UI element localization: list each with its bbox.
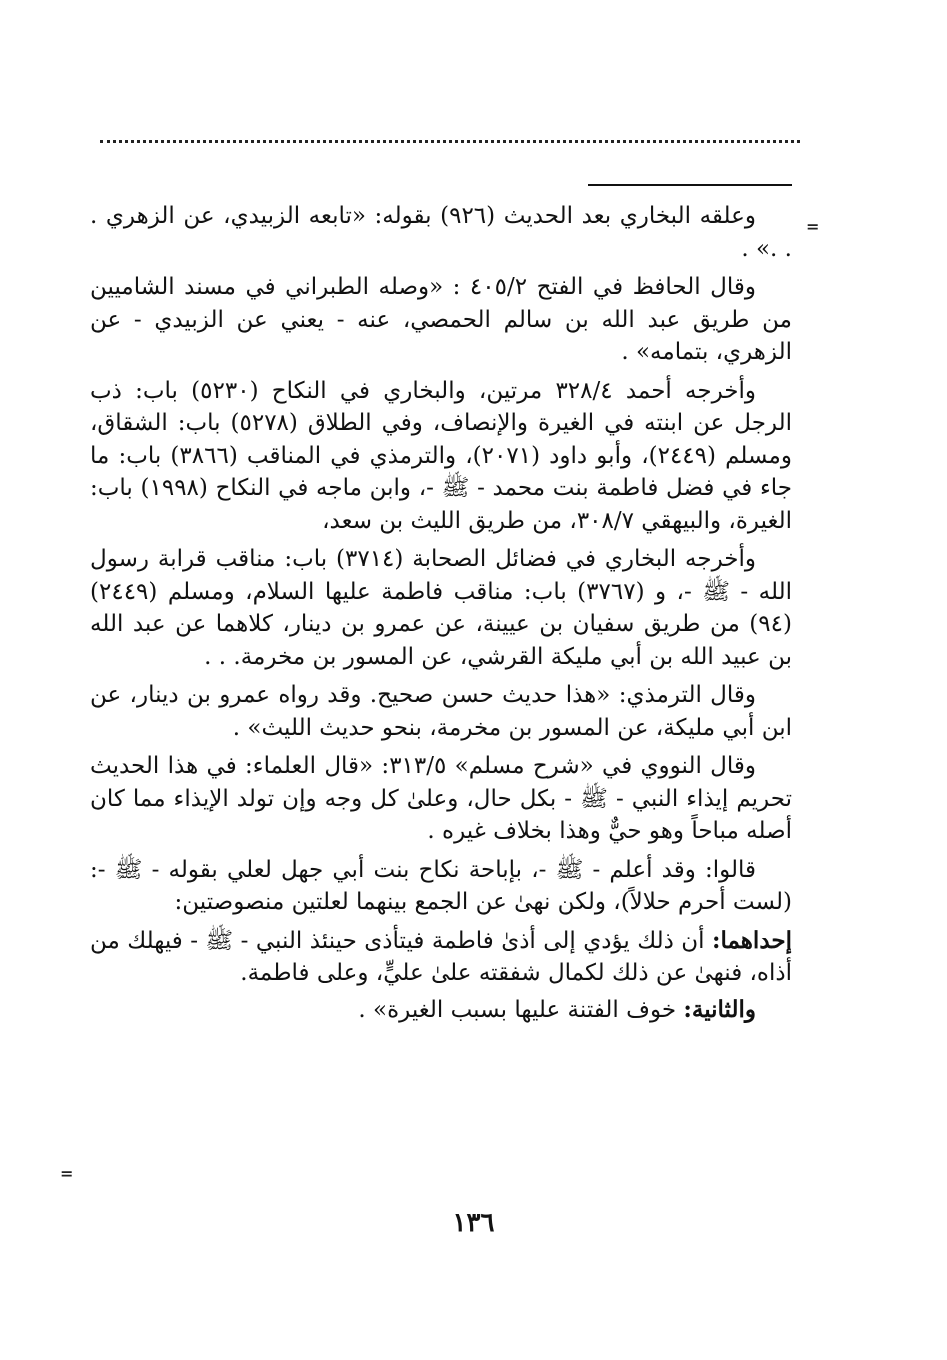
page-number: ١٣٦ xyxy=(452,1208,495,1238)
paragraph-nawawi: وقال النووي في «شرح مسلم» ٣١٣/٥: «قال العلماء: في هذا الحديث تحريم إيذاء النبي - ﷺ - بكل حال، وعلىٰ كل وجه وإن تولد الإيذاء مما كان أصله مباحاً وهو حيٌّ وهذا بخلاف غيره . xyxy=(90,753,792,844)
second-reason-text: خوف الفتنة عليها بسبب الغيرة» . xyxy=(358,996,684,1023)
second-reason-label: والثانية: xyxy=(683,995,756,1023)
paragraph-tirmidhi: وقال الترمذي: «هذا حديث حسن صحيح. وقد رواه عمرو بن دينار، عن ابن أبي مليكة، عن المسور بن مخرمة، بنحو حديث الليث» . xyxy=(90,682,792,741)
footnote-rule xyxy=(588,184,792,186)
paragraph-bukhari-fadail: وأخرجه البخاري في فضائل الصحابة (٣٧١٤) باب: مناقب قرابة رسول الله - ﷺ -، و (٣٧٦٧) باب: مناقب فاطمة عليها السلام، ومسلم (٢٤٤٩) (٩٤) من طريق سفيان بن عيينة، عن عمرو بن دينار، كلاهما عن عبد الله بن عبيد الله بن أبي مليكة القرشي، عن المسور بن مخرمة. . . xyxy=(90,546,792,670)
paragraph-qalu: قالوا: وقد أعلم - ﷺ -، بإباحة نكاح بنت أبي جهل لعلي بقوله - ﷺ -: (لست أحرم حلالاً)، ولكن نهىٰ عن الجمع بينهما لعلتين منصوصتين: xyxy=(90,856,792,915)
paragraph-hafiz-fath: وقال الحافظ في الفتح ٤٠٥/٢ : «وصله الطبراني في مسند الشاميين من طريق عبد الله بن سالم الحمصي، عنه - يعني عن الزبيدي - عن الزهري، بتمامه» . xyxy=(90,274,792,365)
paragraph-first-reason xyxy=(90,925,792,990)
paragraph-second-reason xyxy=(90,994,792,1027)
first-reason-text: أن ذلك يؤدي إلى أذىٰ فاطمة فيتأذى حينئذ النبي - ﷺ - فيهلك من أذاه، فنهىٰ عن ذلك لكمال شفقته علىٰ عليٍّ، وعلى فاطمة. xyxy=(90,927,792,986)
margin-mark-bottom: = xyxy=(60,1164,74,1183)
first-reason-label: إحداهما: xyxy=(712,926,792,954)
paragraph-ahmad-takhrij: وأخرجه أحمد ٣٢٨/٤ مرتين، والبخاري في النكاح (٥٢٣٠) باب: ذب الرجل عن ابنته في الغيرة والإنصاف، وفي الطلاق (٥٢٧٨) باب: الشقاق، ومسلم (٢٤٤٩)، وأبو داود (٢٠٧١)، والترمذي في المناقب (٣٨٦٦) باب: ما جاء في فضل فاطمة بنت محمد - ﷺ -، وابن ماجه في النكاح (١٩٩٨) باب: الغيرة، والبيهقي ٣٠٨/٧، من طريق الليث بن سعد، xyxy=(90,377,792,534)
footnote-text xyxy=(90,200,792,1030)
paragraph-bukhari-taliq: وعلقه البخاري بعد الحديث (٩٢٦) بقوله: «تابعه الزبيدي، عن الزهري . . .» . xyxy=(90,203,792,262)
margin-mark-top: = xyxy=(806,217,820,236)
dotted-separator xyxy=(100,140,800,149)
